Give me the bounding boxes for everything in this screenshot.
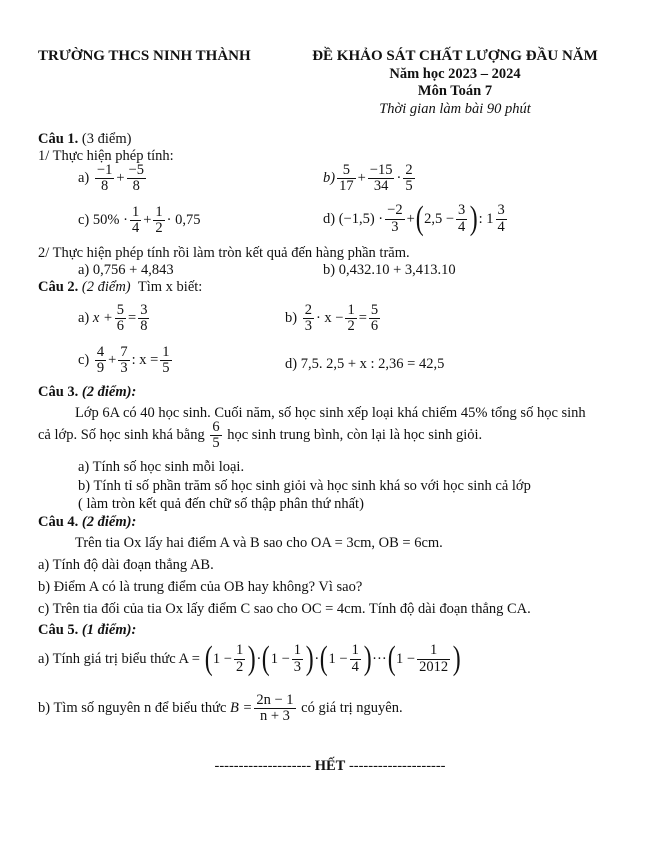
fraction: $\frac{3}{8}$ <box>140 302 148 335</box>
q1-c: c) 50% · $\frac{1}{4}$ + $\frac{1}{2}$ · 0,75 <box>78 204 201 237</box>
q4-b: b) Điểm A có là trung điểm của OB hay không? Vì sao? <box>38 579 363 595</box>
q4-title: Câu 4. <box>38 514 79 530</box>
q5-title: Câu 5. <box>38 622 79 638</box>
q2-a-label: a) <box>78 310 90 327</box>
q5-term: 1 − <box>396 650 416 667</box>
q5-b-text: b) Tìm số nguyên n để biểu thức <box>38 700 227 717</box>
q2-c-label: c) <box>78 352 90 369</box>
fraction: $\frac{1}{4}$ <box>131 204 140 237</box>
q2-b-label: b) <box>285 310 298 327</box>
q4-a: a) Tính độ dài đoạn thẳng AB. <box>38 557 214 573</box>
duration: Thời gian làm bài 90 phút <box>379 101 531 117</box>
fraction: $\frac{5}{6}$ <box>370 302 379 335</box>
q2-heading <box>38 279 202 296</box>
q2-b: b) $\frac{2}{3}$ · x − $\frac{1}{2}$ = $\frac{5}{6}$ <box>285 302 379 335</box>
q1-d: d) (−1,5) · $\frac{-2}{3}$ + ( 2,5 − $\frac{3}{4}$ ) : 1 $\frac{3}{4}$ <box>323 200 505 237</box>
fraction: $\frac{-15}{34}$ <box>369 162 393 195</box>
q4-c: c) Trên tia đối của tia Ox lấy điểm C sao cho OC = 4cm. Tính độ dài đoạn thẳng CA. <box>38 601 531 617</box>
fraction: $\frac{2}{5}$ <box>405 162 413 195</box>
q1-a-label: a) <box>78 170 90 187</box>
exam-title: ĐỀ KHẢO SÁT CHẤT LƯỢNG ĐẦU NĂM <box>312 48 598 64</box>
q5-points: (1 điểm): <box>81 622 137 638</box>
q2-b-x: · x − <box>315 310 344 327</box>
subject: Môn Toán 7 <box>417 83 493 99</box>
q1-points: (3 điểm) <box>81 131 132 147</box>
q3-line2-pre: cả lớp. Số học sinh khá bằng <box>38 427 205 444</box>
fraction: $\frac{1}{2012}$ <box>419 642 449 675</box>
fraction: $\frac{3}{4}$ <box>458 202 466 235</box>
q2-c-mid: : x = <box>131 352 159 369</box>
dashes-right: -------------------- <box>348 758 446 774</box>
q2-a-x: x + <box>92 310 113 327</box>
q1-d-div: : 1 <box>478 210 494 227</box>
q3-points: (2 điểm): <box>81 384 137 400</box>
q3-a: a) Tính số học sinh mỗi loại. <box>78 459 245 475</box>
fraction: $\frac{5}{17}$ <box>339 162 354 195</box>
q1-d-label: d) <box>323 210 336 227</box>
fraction: $\frac{7}{3}$ <box>120 344 128 377</box>
q5-b <box>38 693 403 724</box>
q2-c: c) $\frac{4}{9}$ + $\frac{7}{3}$ : x = $\frac{1}{5}$ <box>78 344 170 377</box>
q3-heading <box>38 384 136 401</box>
q1-b-label: b) <box>323 170 336 187</box>
q3-b-note: ( làm tròn kết quả đến chữ số thập phân thứ nhất) <box>78 496 364 512</box>
fraction: $\frac{1}{2}$ <box>235 642 244 675</box>
q1-c-prefix: 50% · <box>92 212 128 229</box>
fraction: $\frac{4}{9}$ <box>96 344 105 377</box>
school-year: Năm học 2023 – 2024 <box>389 66 521 82</box>
q2-prompt: Tìm x biết: <box>137 279 203 295</box>
q2-points: (2 điểm) <box>81 279 131 295</box>
fraction: $\frac{1}{5}$ <box>162 344 170 377</box>
school-name: TRƯỜNG THCS NINH THÀNH <box>38 48 251 64</box>
q4-intro: Trên tia Ox lấy hai điểm A và B sao cho OA = 3cm, OB = 6cm. <box>75 535 443 551</box>
q1-c-suffix: · 0,75 <box>166 212 201 229</box>
q3-line2-post: học sinh trung bình, còn lại là học sinh giỏi. <box>227 427 483 444</box>
q1-part1: 1/ Thực hiện phép tính: <box>38 148 174 164</box>
fraction: $\frac{-2}{3}$ <box>387 202 403 235</box>
q1-part2-a: a) 0,756 + 4,843 <box>78 262 174 278</box>
q2-title: Câu 2. <box>38 279 79 295</box>
fraction: $\frac{-5}{8}$ <box>128 162 144 195</box>
q2-d: d) 7,5. 2,5 + x : 2,36 = 42,5 <box>285 356 445 372</box>
fraction: $\frac{5}{6}$ <box>116 302 124 335</box>
fraction: $\frac{6}{5}$ <box>212 419 220 452</box>
end-label: HẾT <box>314 758 346 774</box>
fraction: $\frac{1}{2}$ <box>155 204 163 237</box>
q5-term: 1 − <box>212 650 232 667</box>
fraction: $\frac{1}{3}$ <box>293 642 302 675</box>
q1-part2: 2/ Thực hiện phép tính rồi làm tròn kết quả đến hàng phần trăm. <box>38 245 410 261</box>
q3-title: Câu 3. <box>38 384 79 400</box>
q1-d-prefix: (−1,5) · <box>338 210 384 227</box>
fraction: $\frac{2}{3}$ <box>304 302 312 335</box>
q1-a: a) $\frac{-1}{8}$ + $\frac{-5}{8}$ <box>78 162 144 195</box>
fraction: $\frac{1}{4}$ <box>351 642 359 675</box>
q5-dots: ··· <box>372 650 387 667</box>
fraction: $\frac{-1}{8}$ <box>96 162 113 195</box>
fraction: $\frac{1}{2}$ <box>347 302 355 335</box>
q1-heading <box>38 131 131 148</box>
fraction: $\frac{3}{4}$ <box>497 202 505 235</box>
q1-title: Câu 1. <box>38 131 79 147</box>
fraction: $\frac{2n - 1}{n + 3}$ <box>256 692 294 725</box>
dashes-left: -------------------- <box>214 758 312 774</box>
q5-term: 1 − <box>270 650 290 667</box>
end-marker <box>150 758 510 775</box>
q5-term: 1 − <box>328 650 348 667</box>
q1-c-label: c) <box>78 212 90 229</box>
q5-a-text: a) Tính giá trị biểu thức A = <box>38 650 200 667</box>
q5-a: a) Tính giá trị biểu thức A = ( 1 − $\frac{1}{2}$ ) · ( 1 − $\frac{1}{3}$ ) · ( 1 − $\frac{1}{4}$ ) ··· ( 1 − $\frac{1}{2012}$ ) <box>38 640 461 677</box>
q4-points: (2 điểm): <box>81 514 137 530</box>
q3-line2 <box>38 420 482 451</box>
q3-b: b) Tính tỉ số phần trăm số học sinh giỏi và học sinh khá so với học sinh cả lớp <box>78 478 531 494</box>
q1-b: b) $\frac{5}{17}$ + $\frac{-15}{34}$ · $\frac{2}{5}$ <box>323 162 413 195</box>
q3-line1: Lớp 6A có 40 học sinh. Cuối năm, số học sinh xếp loại khá chiếm 45% tổng số học sinh <box>75 405 586 421</box>
q1-d-mid: 2,5 − <box>424 210 455 227</box>
q1-part2-b: b) 0,432.10 + 3,413.10 <box>323 262 456 278</box>
q2-a: a) x + $\frac{5}{6}$ = $\frac{3}{8}$ <box>78 302 148 335</box>
q5-b-var: B = <box>230 700 253 717</box>
q5-heading <box>38 622 136 639</box>
q4-heading <box>38 514 136 531</box>
q5-b-post: có giá trị nguyên. <box>301 700 403 717</box>
